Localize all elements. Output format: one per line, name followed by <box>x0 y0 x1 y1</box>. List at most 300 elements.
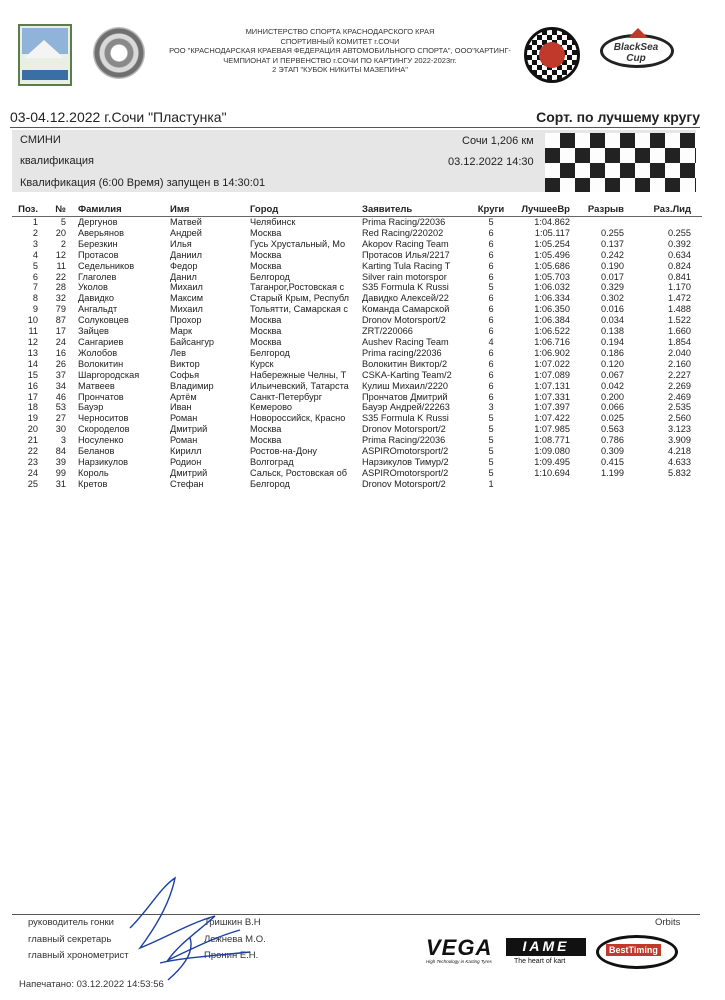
cell-firstname: Лев <box>170 347 187 358</box>
cell-number: 32 <box>55 293 66 304</box>
cell-gap: 0.190 <box>601 260 624 271</box>
cell-best-lap: 1:06.334 <box>534 293 570 304</box>
cell-city: Москва <box>250 435 282 446</box>
sort-title: Сорт. по лучшему кругу <box>536 109 700 125</box>
cell-laps: 1 <box>488 478 494 489</box>
cell-laps: 5 <box>488 456 494 467</box>
cell-number: 37 <box>55 369 66 380</box>
cell-lastname: Глаголев <box>78 271 117 282</box>
race-director-name: Тришкин В.Н <box>204 917 261 928</box>
cell-best-lap: 1:07.331 <box>534 391 570 402</box>
cell-lastname: Зайцев <box>78 326 109 337</box>
cell-laps: 6 <box>488 391 494 402</box>
title-row <box>10 109 700 128</box>
table-row <box>12 468 702 479</box>
sochi-crest-logo <box>18 24 72 86</box>
class-name: СМИНИ <box>20 134 61 146</box>
chief-secretary-name: Лежнева М.О. <box>204 934 266 945</box>
cell-gap: 0.563 <box>601 424 624 435</box>
cell-best-lap: 1:06.032 <box>534 282 570 293</box>
cell-city: Белгород <box>250 347 290 358</box>
cell-firstname: Дмитрий <box>170 467 208 478</box>
table-row <box>12 435 702 446</box>
header-entrant: Заявитель <box>362 204 413 215</box>
cell-laps: 6 <box>488 326 494 337</box>
cell-number: 26 <box>55 358 66 369</box>
cell-firstname: Прохор <box>170 315 202 326</box>
org-line: МИНИСТЕРСТВО СПОРТА КРАСНОДАРСКОГО КРАЯ <box>245 27 435 36</box>
cell-pos: 15 <box>27 369 38 380</box>
event-title: 03-04.12.2022 г.Сочи "Пластунка" <box>10 109 227 125</box>
cell-number: 39 <box>55 456 66 467</box>
cell-city: Гусь Хрустальный, Мо <box>250 238 346 249</box>
cell-pos: 5 <box>32 260 38 271</box>
organizer-header <box>160 27 520 75</box>
header-firstname: Имя <box>170 204 190 215</box>
cell-city: Ильичевский, Татарста <box>250 380 349 391</box>
cell-diff-leader: 1.660 <box>668 326 691 337</box>
cell-best-lap: 1:05.686 <box>534 260 570 271</box>
cell-pos: 8 <box>32 293 38 304</box>
cell-number: 12 <box>55 249 66 260</box>
cell-gap: 0.042 <box>601 380 624 391</box>
table-row <box>12 381 702 392</box>
cell-city: Белгород <box>250 271 290 282</box>
chief-timekeeper-role: главный хронометрист <box>28 950 129 961</box>
cell-pos: 25 <box>27 478 38 489</box>
cell-firstname: Михаил <box>170 282 203 293</box>
cell-best-lap: 1:05.254 <box>534 238 570 249</box>
cell-diff-leader: 1.472 <box>668 293 691 304</box>
cell-pos: 19 <box>27 413 38 424</box>
cell-gap: 0.415 <box>601 456 624 467</box>
cell-best-lap: 1:07.397 <box>534 402 570 413</box>
cell-entrant: ASPIROmotorsport/2 <box>362 446 449 457</box>
cell-entrant: S35 Formula K Russi <box>362 413 449 424</box>
cell-firstname: Владимир <box>170 380 214 391</box>
cell-diff-leader: 5.832 <box>668 467 691 478</box>
cell-number: 31 <box>55 478 66 489</box>
cell-laps: 6 <box>488 347 494 358</box>
cell-gap: 0.137 <box>601 238 624 249</box>
cell-lastname: Дергунов <box>78 217 118 227</box>
cell-best-lap: 1:06.522 <box>534 326 570 337</box>
table-row <box>12 359 702 370</box>
table-row <box>12 348 702 359</box>
cell-firstname: Данил <box>170 271 197 282</box>
cell-gap: 0.786 <box>601 435 624 446</box>
session-name: квалификация <box>20 155 94 167</box>
cell-city: Челябинск <box>250 217 296 227</box>
cell-city: Москва <box>250 336 282 347</box>
cell-diff-leader: 0.634 <box>668 249 691 260</box>
cell-laps: 5 <box>488 446 494 457</box>
cell-city: Кемерово <box>250 402 292 413</box>
cell-firstname: Байсангур <box>170 336 214 347</box>
vega-logo <box>426 935 498 965</box>
cell-entrant: S35 Formula K Russi <box>362 282 449 293</box>
cell-firstname: Федор <box>170 260 198 271</box>
cell-pos: 10 <box>27 315 38 326</box>
cell-lastname: Беланов <box>78 446 115 457</box>
cell-gap: 0.025 <box>601 413 624 424</box>
cell-lastname: Шаргородская <box>78 369 140 380</box>
cell-gap: 0.186 <box>601 347 624 358</box>
cell-diff-leader: 1.854 <box>668 336 691 347</box>
cell-city: Белгород <box>250 478 290 489</box>
cell-firstname: Роман <box>170 413 198 424</box>
cell-gap: 1.199 <box>601 467 624 478</box>
cell-entrant: Aushev Racing Team <box>362 336 449 347</box>
table-row <box>12 326 702 337</box>
cell-pos: 23 <box>27 456 38 467</box>
cell-number: 79 <box>55 304 66 315</box>
cell-diff-leader: 2.535 <box>668 402 691 413</box>
table-header <box>12 203 702 217</box>
cell-city: Москва <box>250 424 282 435</box>
cell-number: 5 <box>60 217 66 227</box>
table-row <box>12 217 702 228</box>
cell-gap: 0.200 <box>601 391 624 402</box>
cell-best-lap: 1:09.495 <box>534 456 570 467</box>
cell-pos: 2 <box>32 227 38 238</box>
cell-laps: 6 <box>488 369 494 380</box>
cell-lastname: Бауэр <box>78 402 104 413</box>
cell-diff-leader: 1.488 <box>668 304 691 315</box>
table-row <box>12 479 702 490</box>
karting-federation-logo <box>524 27 580 83</box>
table-row <box>12 446 702 457</box>
cell-pos: 11 <box>28 326 38 337</box>
cell-gap: 0.016 <box>601 304 624 315</box>
cell-diff-leader: 1.522 <box>668 315 691 326</box>
cell-pos: 4 <box>32 249 38 260</box>
org-line: СПОРТИВНЫЙ КОМИТЕТ г.СОЧИ <box>280 36 400 46</box>
cell-firstname: Андрей <box>170 227 202 238</box>
cell-laps: 6 <box>488 260 494 271</box>
cell-diff-leader: 2.269 <box>668 380 691 391</box>
cell-lastname: Седельников <box>78 260 135 271</box>
iame-tagline: The heart of kart <box>514 958 566 965</box>
cell-city: Санкт-Петербург <box>250 391 323 402</box>
cell-lastname: Король <box>78 467 109 478</box>
session-datetime: 03.12.2022 14:30 <box>448 156 534 168</box>
printed-timestamp: Напечатано: 03.12.2022 14:53:56 <box>19 979 164 990</box>
cell-city: Новороссийск, Красно <box>250 413 346 424</box>
checkered-flag-graphic <box>545 133 696 192</box>
vega-tagline: High Technology in Karting Tyres <box>426 959 492 964</box>
cell-best-lap: 1:06.902 <box>534 347 570 358</box>
cell-lastname: Черноситов <box>78 413 129 424</box>
cell-pos: 18 <box>27 402 38 413</box>
cell-pos: 13 <box>27 347 38 358</box>
table-row <box>12 228 702 239</box>
cell-pos: 3 <box>32 238 38 249</box>
org-line: ЧЕМПИОНАТ И ПЕРВЕНСТВО г.СОЧИ ПО КАРТИНГУ 2022-2023гг. <box>223 55 457 65</box>
cell-number: 24 <box>55 336 66 347</box>
cell-number: 2 <box>60 238 66 249</box>
org-line: РОО "КРАСНОДАРСКАЯ КРАЕВАЯ ФЕДЕРАЦИЯ АВТОМОБИЛЬНОГО СПОРТА", ООО"КАРТИНГ- <box>169 46 511 56</box>
cell-best-lap: 1:06.350 <box>534 304 570 315</box>
cell-entrant: CSKA-Karting Team/2 <box>362 369 452 380</box>
cell-lastname: Уколов <box>78 282 108 293</box>
cell-gap: 0.255 <box>601 227 624 238</box>
table-row <box>12 392 702 403</box>
cell-lastname: Сангариев <box>78 336 124 347</box>
cell-entrant: Prima Racing/22036 <box>362 217 446 227</box>
cell-gap: 0.067 <box>601 369 624 380</box>
header-number: № <box>55 204 66 215</box>
cell-diff-leader: 3.909 <box>668 435 691 446</box>
cell-diff-leader: 4.633 <box>668 456 691 467</box>
cell-firstname: Роман <box>170 435 198 446</box>
cell-firstname: Илья <box>170 238 192 249</box>
cell-best-lap: 1:04.862 <box>534 217 570 227</box>
blacksea-cup-logo <box>600 28 670 68</box>
cell-firstname: Артём <box>170 391 197 402</box>
cell-firstname: Марк <box>170 326 192 337</box>
table-row <box>12 370 702 381</box>
cell-number: 34 <box>55 380 66 391</box>
cell-firstname: Даниил <box>170 249 203 260</box>
cell-laps: 6 <box>488 238 494 249</box>
cell-laps: 5 <box>488 467 494 478</box>
cell-pos: 14 <box>27 358 38 369</box>
cell-laps: 6 <box>488 271 494 282</box>
cell-pos: 21 <box>27 435 38 446</box>
cell-entrant: Prima racing/22036 <box>362 347 442 358</box>
cell-entrant: Akopov Racing Team <box>362 238 449 249</box>
cell-laps: 6 <box>488 358 494 369</box>
cell-laps: 6 <box>488 293 494 304</box>
blacksea-cup-logo-text: BlackSea Cup <box>613 42 659 64</box>
cell-entrant: ASPIROmotorsport/2 <box>362 467 449 478</box>
cell-lastname: Березкин <box>78 238 118 249</box>
table-row <box>12 250 702 261</box>
cell-diff-leader: 0.841 <box>668 271 691 282</box>
cell-lastname: Волокитин <box>78 358 124 369</box>
cell-best-lap: 1:06.716 <box>534 336 570 347</box>
cell-diff-leader: 4.218 <box>668 446 691 457</box>
cell-lastname: Носуленко <box>78 435 124 446</box>
cell-number: 17 <box>55 326 66 337</box>
table-row <box>12 261 702 272</box>
cell-firstname: Стефан <box>170 478 204 489</box>
table-row <box>12 402 702 413</box>
header-lastname: Фамилия <box>78 204 122 215</box>
cell-lastname: Давидко <box>78 293 114 304</box>
footer-divider <box>12 914 700 915</box>
cell-entrant: ZRT/220066 <box>362 326 413 337</box>
iame-logo <box>506 938 588 966</box>
cell-diff-leader: 0.824 <box>668 260 691 271</box>
table-row <box>12 315 702 326</box>
cell-number: 16 <box>55 347 66 358</box>
table-row <box>12 457 702 468</box>
cell-city: Москва <box>250 227 282 238</box>
cell-diff-leader: 2.040 <box>668 347 691 358</box>
cell-gap: 0.034 <box>601 315 624 326</box>
cell-number: 84 <box>55 446 66 457</box>
cell-gap: 0.120 <box>601 358 624 369</box>
cell-gap: 0.329 <box>601 282 624 293</box>
table-row <box>12 282 702 293</box>
track-info: Сочи 1,206 км <box>462 135 534 147</box>
sports-committee-logo <box>93 27 145 79</box>
cell-firstname: Родион <box>170 456 202 467</box>
chief-timekeeper-name: Пронин Е.Н. <box>204 950 259 961</box>
table-row <box>12 424 702 435</box>
results-table <box>12 203 702 490</box>
cell-best-lap: 1:05.117 <box>534 227 570 238</box>
cell-gap: 0.066 <box>601 402 624 413</box>
session-start: Квалификация (6:00 Время) запущен в 14:30:01 <box>20 177 266 189</box>
cell-best-lap: 1:07.131 <box>534 380 570 391</box>
cell-lastname: Прончатов <box>78 391 124 402</box>
cell-best-lap: 1:05.496 <box>534 249 570 260</box>
cell-entrant: Протасов Илья/2217 <box>362 249 450 260</box>
cell-diff-leader: 2.469 <box>668 391 691 402</box>
header-laps: Круги <box>477 204 505 215</box>
header-city: Город <box>250 204 279 215</box>
cell-entrant: Волокитин Виктор/2 <box>362 358 448 369</box>
cell-entrant: Silver rain motorspor <box>362 271 447 282</box>
cell-entrant: Dronov Motorsport/2 <box>362 478 446 489</box>
cell-entrant: Прончатов Дмитрий <box>362 391 448 402</box>
iame-logo-text: IAME <box>522 938 570 954</box>
cell-diff-leader: 3.123 <box>668 424 691 435</box>
cell-best-lap: 1:05.703 <box>534 271 570 282</box>
orbits-label: Orbits <box>655 917 681 928</box>
vega-logo-text: VEGA <box>426 935 493 960</box>
cell-best-lap: 1:06.384 <box>534 315 570 326</box>
cell-best-lap: 1:09.080 <box>534 446 570 457</box>
cell-best-lap: 1:10.694 <box>534 467 570 478</box>
cell-lastname: Протасов <box>78 249 119 260</box>
cell-pos: 17 <box>27 391 38 402</box>
table-row <box>12 272 702 283</box>
table-row <box>12 413 702 424</box>
cell-lastname: Аверьянов <box>78 227 124 238</box>
besttiming-logo-text: BestTiming <box>606 944 661 956</box>
cell-firstname: Дмитрий <box>170 424 208 435</box>
cell-pos: 6 <box>32 271 38 282</box>
cell-entrant: Dronov Motorsport/2 <box>362 315 446 326</box>
cell-city: Таганрог,Ростовская с <box>250 282 345 293</box>
cell-number: 27 <box>55 413 66 424</box>
cell-entrant: Red Racing/220202 <box>362 227 444 238</box>
cell-gap: 0.242 <box>601 249 624 260</box>
cell-city: Москва <box>250 249 282 260</box>
cell-firstname: Матвей <box>170 217 202 227</box>
signature <box>120 868 270 986</box>
cell-number: 53 <box>55 402 66 413</box>
cell-lastname: Кретов <box>78 478 108 489</box>
table-row <box>12 304 702 315</box>
cell-laps: 4 <box>488 336 494 347</box>
cell-lastname: Жолобов <box>78 347 118 358</box>
cell-pos: 7 <box>32 282 38 293</box>
cell-diff-leader: 1.170 <box>668 282 691 293</box>
cell-diff-leader: 0.392 <box>668 238 691 249</box>
cell-firstname: Виктор <box>170 358 200 369</box>
cell-city: Волгоград <box>250 456 294 467</box>
cell-lastname: Матвеев <box>78 380 115 391</box>
cell-number: 11 <box>56 260 66 271</box>
cell-laps: 6 <box>488 304 494 315</box>
cell-entrant: Prima Racing/22036 <box>362 435 446 446</box>
cell-laps: 6 <box>488 315 494 326</box>
cell-pos: 9 <box>32 304 38 315</box>
cell-number: 28 <box>55 282 66 293</box>
cell-number: 3 <box>60 435 66 446</box>
cell-entrant: Dronov Motorsport/2 <box>362 424 446 435</box>
cell-laps: 3 <box>488 402 494 413</box>
cell-pos: 20 <box>27 424 38 435</box>
chief-secretary-role: главный секретарь <box>28 934 112 945</box>
cell-diff-leader: 2.560 <box>668 413 691 424</box>
cell-number: 46 <box>55 391 66 402</box>
cell-city: Москва <box>250 315 282 326</box>
cell-number: 87 <box>55 315 66 326</box>
cell-lastname: Скороделов <box>78 424 130 435</box>
cell-pos: 16 <box>27 380 38 391</box>
cell-best-lap: 1:07.985 <box>534 424 570 435</box>
header-best-lap: ЛучшееВр <box>521 204 570 215</box>
cell-pos: 22 <box>27 446 38 457</box>
cell-best-lap: 1:08.771 <box>534 435 570 446</box>
cell-laps: 6 <box>488 380 494 391</box>
cell-diff-leader: 2.227 <box>668 369 691 380</box>
org-line: 2 ЭТАП "КУБОК НИКИТЫ МАЗЕПИНА" <box>272 65 408 75</box>
header-diff-leader: Раз.Лид <box>653 204 691 215</box>
cell-best-lap: 1:07.089 <box>534 369 570 380</box>
cell-laps: 6 <box>488 227 494 238</box>
cell-number: 99 <box>55 467 66 478</box>
cell-firstname: Михаил <box>170 304 203 315</box>
cell-best-lap: 1:07.422 <box>534 413 570 424</box>
cell-laps: 5 <box>488 424 494 435</box>
cell-firstname: Софья <box>170 369 200 380</box>
cell-entrant: Кулиш Михаил/2220 <box>362 380 449 391</box>
table-row <box>12 337 702 348</box>
cell-firstname: Максим <box>170 293 204 304</box>
cell-number: 20 <box>55 227 66 238</box>
cell-pos: 12 <box>27 336 38 347</box>
cell-firstname: Иван <box>170 402 192 413</box>
cell-number: 22 <box>55 271 66 282</box>
cell-diff-leader: 0.255 <box>668 227 691 238</box>
cell-gap: 0.017 <box>601 271 624 282</box>
race-director-role: руководитель гонки <box>28 917 114 928</box>
cell-firstname: Кирилл <box>170 446 202 457</box>
cell-entrant: Команда Самарской <box>362 304 450 315</box>
cell-gap: 0.302 <box>601 293 624 304</box>
cell-number: 30 <box>55 424 66 435</box>
cell-city: Ростов-на-Дону <box>250 446 317 457</box>
cell-gap: 0.194 <box>601 336 624 347</box>
cell-entrant: Давидко Алексей/22 <box>362 293 449 304</box>
cell-entrant: Нарзикулов Тимур/2 <box>362 456 449 467</box>
cell-laps: 5 <box>488 435 494 446</box>
cell-lastname: Нарзикулов <box>78 456 129 467</box>
cell-pos: 1 <box>32 217 38 227</box>
cell-entrant: Karting Tula Racing T <box>362 260 451 271</box>
cell-pos: 24 <box>27 467 38 478</box>
besttiming-logo <box>596 935 678 967</box>
table-body <box>12 217 702 490</box>
cell-gap: 0.138 <box>601 326 624 337</box>
